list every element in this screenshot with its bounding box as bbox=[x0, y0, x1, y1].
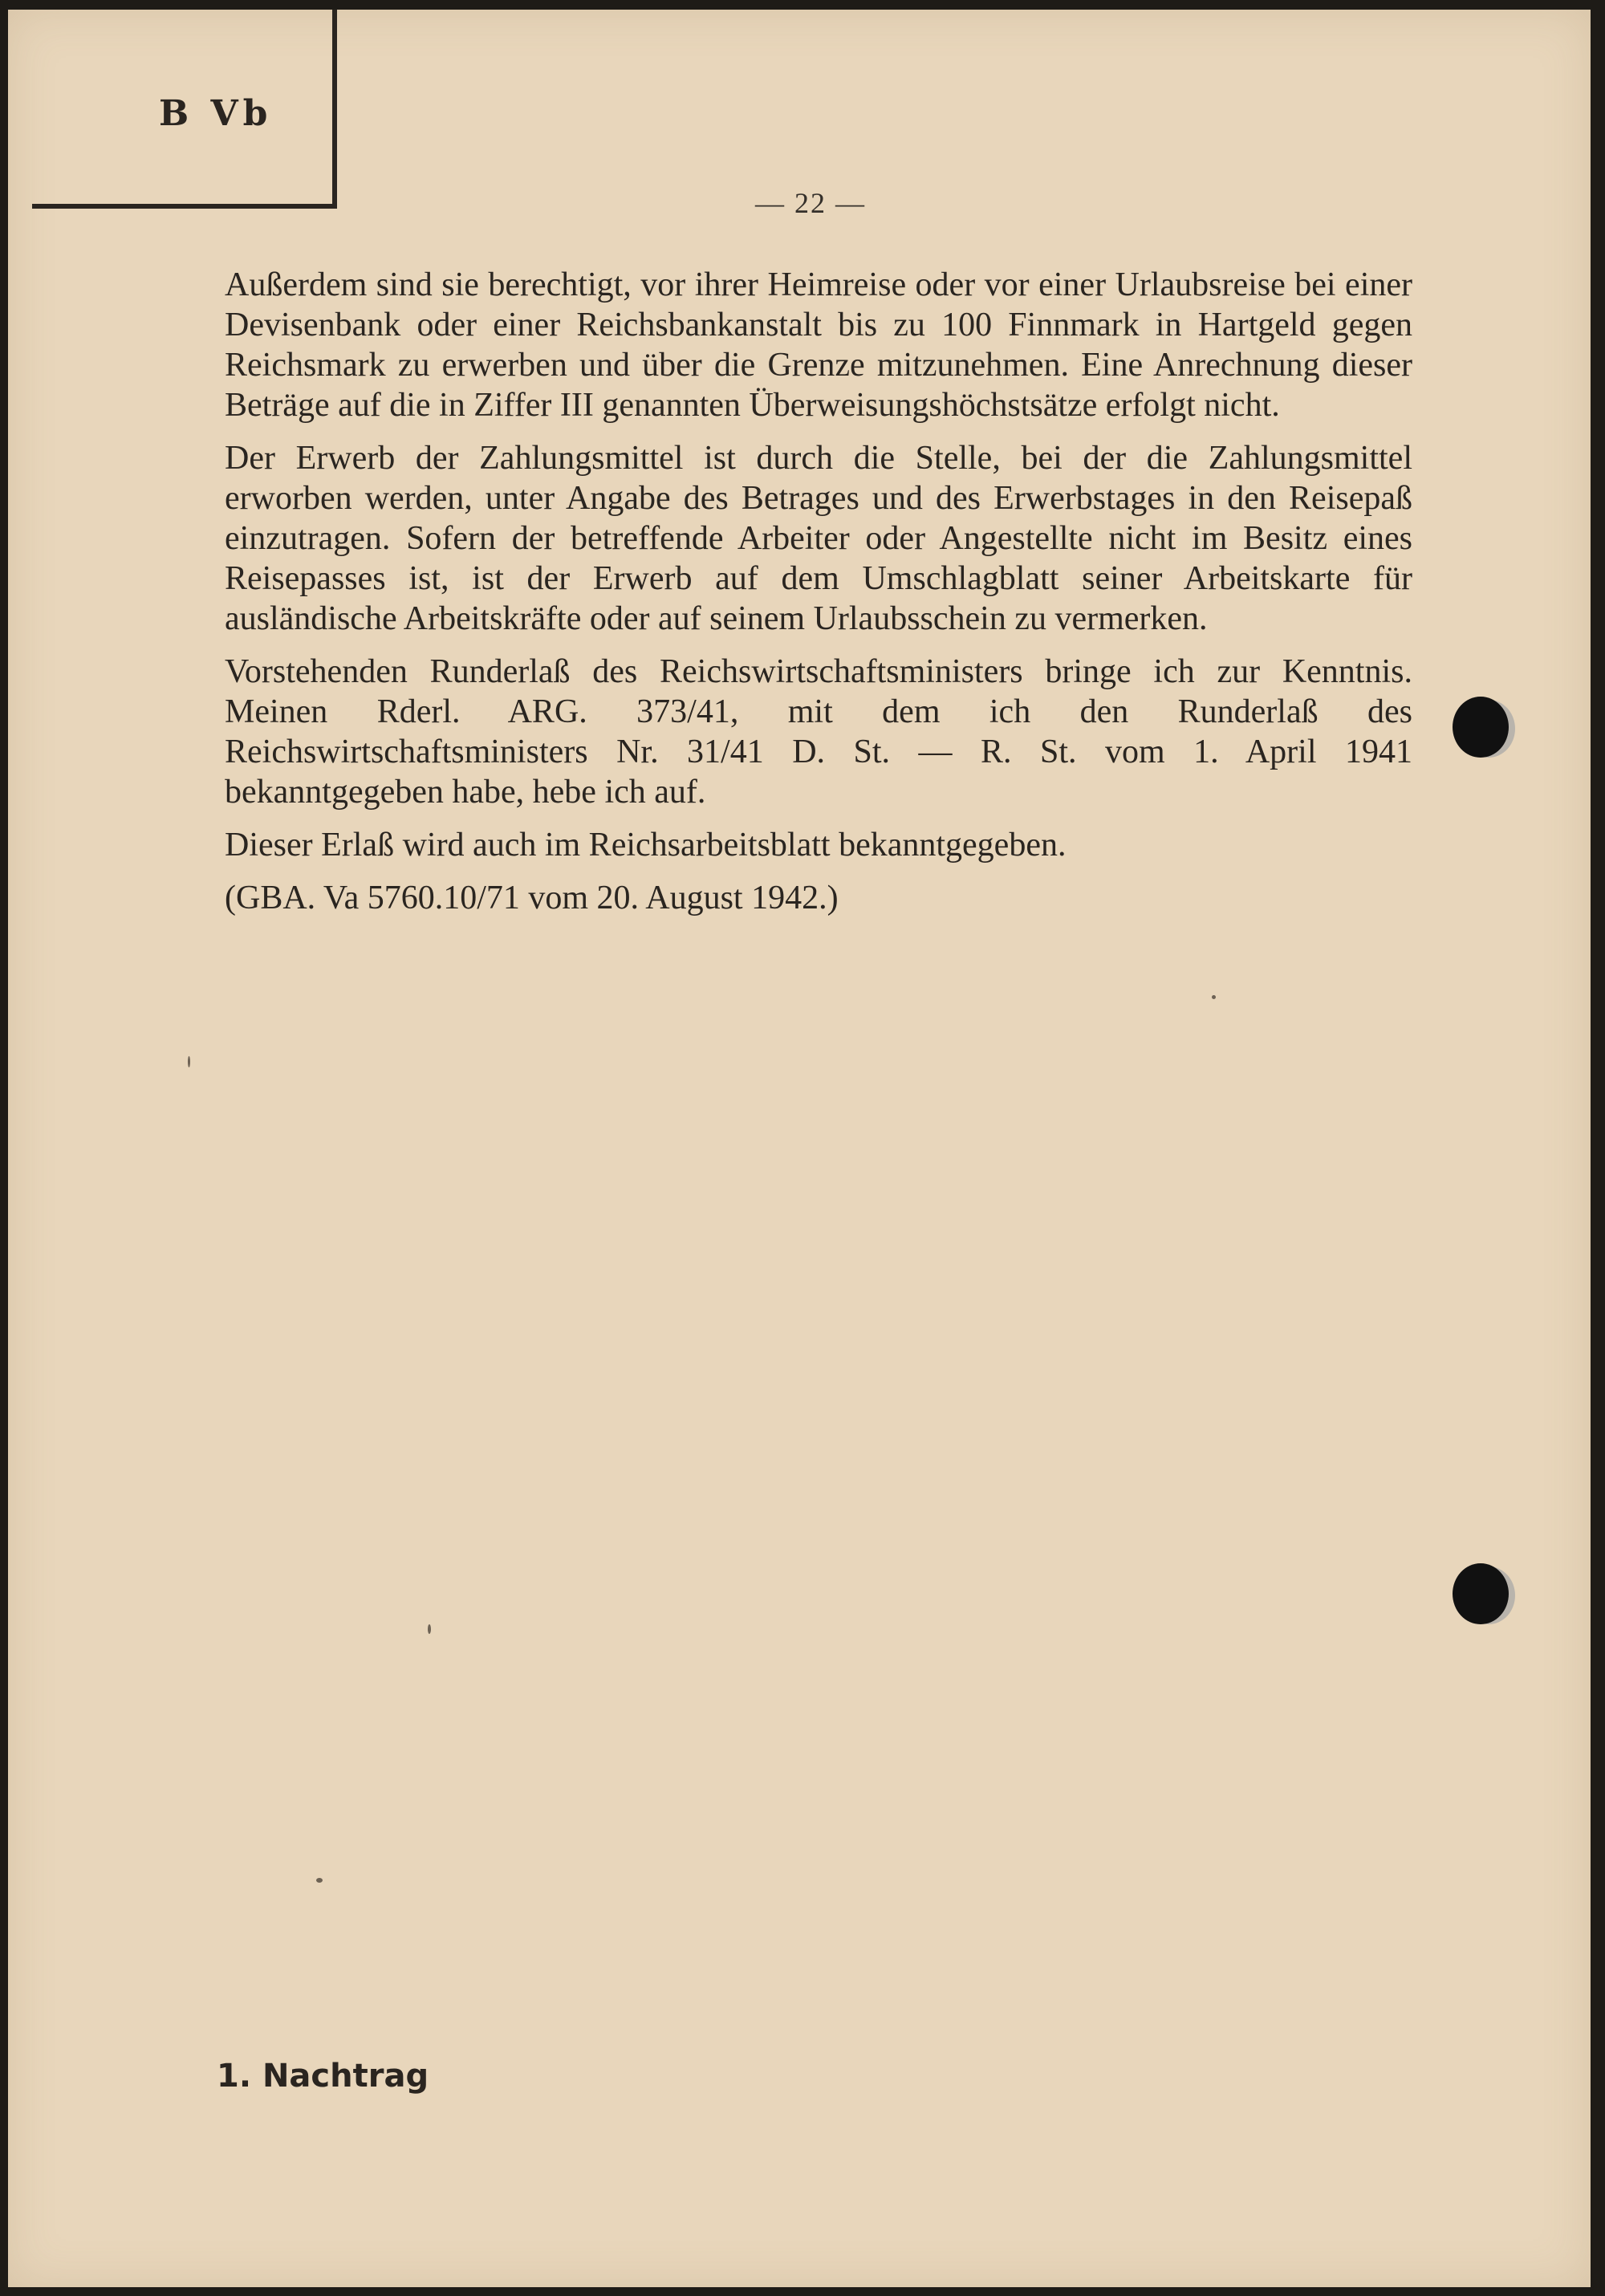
paper-speck bbox=[1212, 995, 1216, 999]
paper-speck bbox=[316, 1878, 323, 1883]
document-page bbox=[8, 10, 1591, 2287]
punch-hole-upper bbox=[1453, 697, 1509, 758]
paper-speck bbox=[188, 1056, 190, 1067]
paragraph-decree-notice: Vorstehenden Runderlaß des Reichswirtschaftsministers bringe ich zur Kenntnis. Meinen Rderl. ARG. 373/41, mit dem ich den Runderlaß des Reichswirtschaftsministers Nr. 31/41 D. St. — R. St. vom 1. April 1941 bekanntgegeben habe, hebe ich auf. bbox=[225, 653, 1412, 811]
punch-hole-lower bbox=[1453, 1563, 1509, 1624]
series-code-label: B Vb bbox=[159, 93, 273, 134]
paragraph-publication: Dieser Erlaß wird auch im Reichsarbeitsblatt bekanntgegeben. bbox=[225, 827, 1067, 864]
paper-speck bbox=[428, 1624, 431, 1634]
paragraph-registration: Der Erwerb der Zahlungsmittel ist durch die Stelle, bei der die Zahlungsmittel erworben werden, unter Angabe des Betrages und des Erwerbstages in den Reisepaß einzutragen. Sofern der betreffende Arbeiter oder Angestellte nicht im Besitz eines Reisepasses ist, ist der Erwerb auf dem Umschlagblatt seiner Arbeitskarte für ausländische Arbeitskräfte oder auf seinem Urlaubsschein zu vermerken. bbox=[225, 440, 1412, 637]
supplement-label: 1. Nachtrag bbox=[217, 2058, 429, 2095]
page-number: — 22 — bbox=[755, 187, 866, 219]
body-text bbox=[225, 265, 1412, 931]
paragraph-currency-exchange: Außerdem sind sie berechtigt, vor ihrer Heimreise oder vor einer Urlaubsreise bei einer Devisenbank oder einer Reichsbankanstalt bis zu 100 Finnmark in Hartgeld gegen Reichsmark zu erwerben und über die Grenze mitzunehmen. Eine Anrechnung dieser Beträge auf die in Ziffer III genannten Überweisungshöchstsätze erfolgt nicht. bbox=[225, 266, 1412, 424]
paragraph-reference: (GBA. Va 5760.10/71 vom 20. August 1942.) bbox=[225, 880, 839, 916]
